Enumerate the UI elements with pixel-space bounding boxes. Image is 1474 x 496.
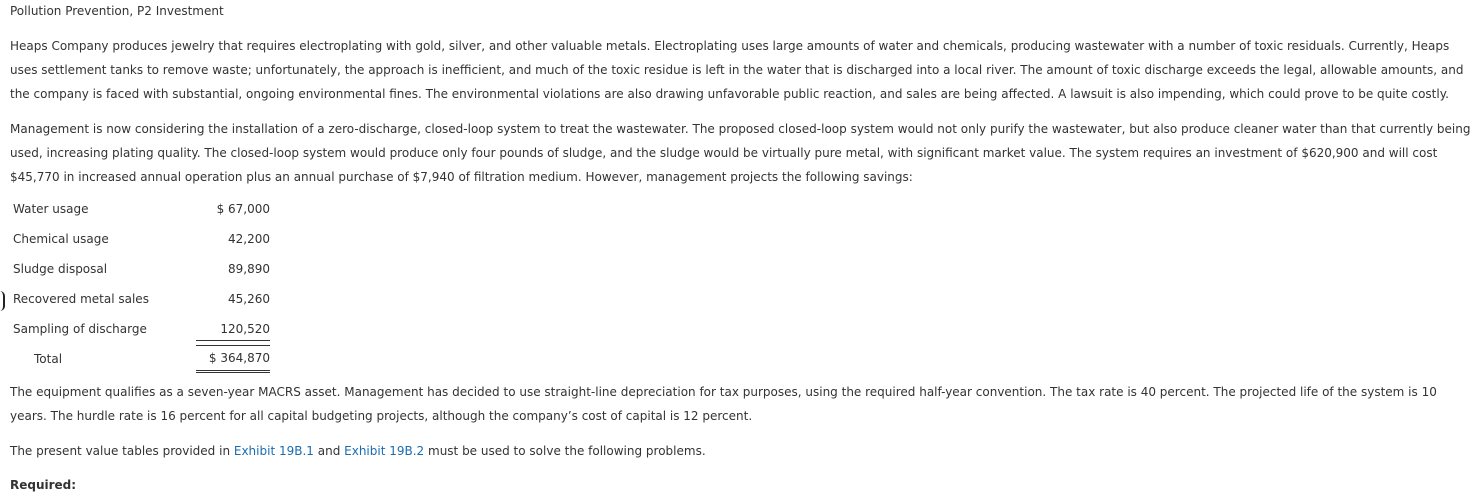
edge-marker	[0, 291, 5, 311]
exhibit-19b2-link[interactable]: Exhibit 19B.2	[344, 444, 425, 458]
exhibit-19b1-link[interactable]: Exhibit 19B.1	[233, 444, 314, 458]
proposal-paragraph: Management is now considering the installation of a zero-discharge, closed-loop system to treat the wastewater. The proposed closed-loop system would not only purify the wastewater, but also produce cleaner water than that currently being used, increasing plating quality. The closed-loop system would produce only four pounds of sludge, and the sludge would be virtually pure metal, with significant market value. The system requires an investment of $620,900 and will cost $45,770 in increased annual operation plus an annual purchase of $7,940 of filtration medium. However, management projects the following savings:	[10, 122, 1471, 184]
savings-value: 120,520	[196, 318, 270, 341]
total-value: $ 364,870	[196, 345, 270, 373]
savings-label: Chemical usage	[13, 232, 109, 246]
table-row	[10, 284, 270, 314]
total-label: Total	[34, 352, 63, 366]
table-row	[10, 254, 270, 284]
savings-value: 89,890	[228, 262, 270, 276]
table-row	[10, 314, 270, 344]
savings-label: Water usage	[13, 202, 89, 216]
intro-paragraph: Heaps Company produces jewelry that requires electroplating with gold, silver, and other valuable metals. Electroplating uses large amounts of water and chemicals, producing wastewater with a number of toxic residuals. Currently, Heaps uses settlement tanks to remove waste; unfortunately, the approach is inefficient, and much of the toxic residue is left in the water that is discharged into a local river. The amount of toxic discharge exceeds the legal, allowable amounts, and the company is faced with substantial, ongoing environmental fines. The environmental violations are also drawing unfavorable public reaction, and sales are being affected. A lawsuit is also impending, which could prove to be quite costly.	[10, 39, 1464, 101]
savings-label: Recovered metal sales	[13, 292, 149, 306]
problem-title: Pollution Prevention, P2 Investment	[10, 4, 224, 18]
table-row	[10, 224, 270, 254]
savings-value: $ 67,000	[216, 202, 270, 216]
tables-note	[10, 439, 1472, 463]
savings-label: Sampling of discharge	[13, 322, 147, 336]
tables-note-suffix: must be used to solve the following problems.	[424, 444, 706, 458]
assumptions-paragraph: The equipment qualifies as a seven-year MACRS asset. Management has decided to use straight-line depreciation for tax purposes, using the required half-year convention. The tax rate is 40 percent. The projected life of the system is 10 years. The hurdle rate is 16 percent for all capital budgeting projects, although the company’s cost of capital is 12 percent.	[10, 385, 1437, 423]
tables-note-prefix: The present value tables provided in	[10, 444, 234, 458]
savings-label: Sludge disposal	[13, 262, 108, 276]
savings-table	[10, 194, 270, 374]
table-row	[10, 194, 270, 224]
required-heading: Required:	[10, 478, 77, 492]
savings-value: 42,200	[228, 232, 270, 246]
savings-value: 45,260	[228, 292, 270, 306]
total-row	[10, 344, 270, 374]
tables-note-middle: and	[313, 444, 345, 458]
